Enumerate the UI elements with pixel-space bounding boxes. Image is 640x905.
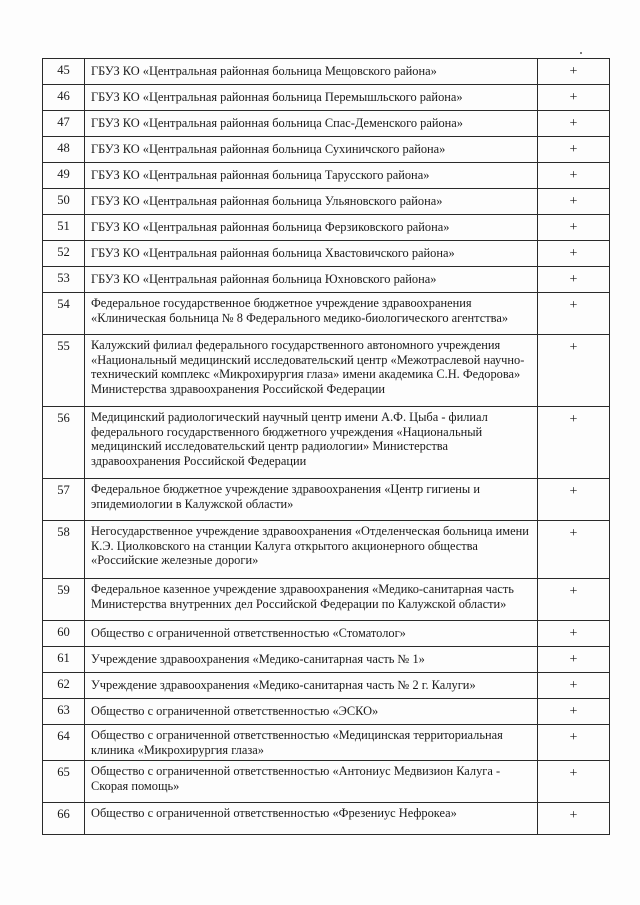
inclusion-mark: + [538,163,610,189]
inclusion-mark: + [538,479,610,521]
institution-name: Общество с ограниченной ответственностью «ЭСКО» [85,699,538,725]
table-row [43,803,610,835]
institution-name: Общество с ограниченной ответственностью «Медицинская территориальная клиника «Микрохирургия глаза» [85,725,538,761]
institution-name: Общество с ограниченной ответственностью «Стоматолог» [85,621,538,647]
institution-name: Калужский филиал федерального государственного автономного учреждения «Национальный медицинский исследовательский центр «Межотраслевой научно-технический комплекс «Микрохирургия глаза» имени академика С.Н. Федорова» Министерства здравоохранения Российской Федерации [85,335,538,407]
row-number: 56 [43,407,85,479]
inclusion-mark: + [538,189,610,215]
institutions-table [42,58,610,835]
inclusion-mark: + [538,59,610,85]
inclusion-mark: + [538,267,610,293]
row-number: 51 [43,215,85,241]
row-number: 53 [43,267,85,293]
table-row [43,267,610,293]
institution-name: ГБУЗ КО «Центральная районная больница Тарусского района» [85,163,538,189]
institution-name: ГБУЗ КО «Центральная районная больница Спас-Деменского района» [85,111,538,137]
institution-name: Учреждение здравоохранения «Медико-санитарная часть № 2 г. Калуги» [85,673,538,699]
row-number: 58 [43,521,85,579]
row-number: 52 [43,241,85,267]
row-number: 57 [43,479,85,521]
table-row [43,59,610,85]
table-row [43,699,610,725]
table-row [43,241,610,267]
row-number: 48 [43,137,85,163]
inclusion-mark: + [538,137,610,163]
row-number: 63 [43,699,85,725]
institution-name: ГБУЗ КО «Центральная районная больница Юхновского района» [85,267,538,293]
table-row [43,761,610,803]
institution-name: ГБУЗ КО «Центральная районная больница Ульяновского района» [85,189,538,215]
institution-name: Учреждение здравоохранения «Медико-санитарная часть № 1» [85,647,538,673]
institution-name: ГБУЗ КО «Центральная районная больница Сухиничского района» [85,137,538,163]
inclusion-mark: + [538,241,610,267]
institution-name: ГБУЗ КО «Центральная районная больница Перемышльского района» [85,85,538,111]
table-row [43,111,610,137]
institution-name: Общество с ограниченной ответственностью «Фрезениус Нефрокеа» [85,803,538,835]
institution-name: Медицинский радиологический научный центр имени А.Ф. Цыба - филиал федерального государственного бюджетного учреждения «Национальный медицинский исследовательский центр радиологии» Министерства здравоохранения Российской Федерации [85,407,538,479]
row-number: 46 [43,85,85,111]
institution-name: Федеральное бюджетное учреждение здравоохранения «Центр гигиены и эпидемиологии в Калужской области» [85,479,538,521]
inclusion-mark: + [538,85,610,111]
row-number: 60 [43,621,85,647]
table-row [43,521,610,579]
table-row [43,335,610,407]
table-row [43,137,610,163]
table-row [43,189,610,215]
inclusion-mark: + [538,803,610,835]
row-number: 45 [43,59,85,85]
institution-name: Федеральное казенное учреждение здравоохранения «Медико-санитарная часть Министерства внутренних дел Российской Федерации по Калужской области» [85,579,538,621]
row-number: 50 [43,189,85,215]
inclusion-mark: + [538,761,610,803]
table-row [43,293,610,335]
row-number: 59 [43,579,85,621]
table-row [43,579,610,621]
inclusion-mark: + [538,579,610,621]
inclusion-mark: + [538,673,610,699]
inclusion-mark: + [538,293,610,335]
inclusion-mark: + [538,621,610,647]
inclusion-mark: + [538,647,610,673]
inclusion-mark: + [538,407,610,479]
table-row [43,621,610,647]
inclusion-mark: + [538,725,610,761]
institution-name: Негосударственное учреждение здравоохранения «Отделенческая больница имени К.Э. Циолковского на станции Калуга открытого акционерного общества «Российские железные дороги» [85,521,538,579]
scan-speck [580,52,582,54]
institution-name: Общество с ограниченной ответственностью «Антониус Медвизион Калуга - Скорая помощь» [85,761,538,803]
table-row [43,215,610,241]
row-number: 54 [43,293,85,335]
table-row [43,407,610,479]
institutions-table-body [43,59,610,835]
institution-name: ГБУЗ КО «Центральная районная больница Хвастовичского района» [85,241,538,267]
row-number: 66 [43,803,85,835]
row-number: 55 [43,335,85,407]
row-number: 49 [43,163,85,189]
row-number: 62 [43,673,85,699]
institution-name: Федеральное государственное бюджетное учреждение здравоохранения «Клиническая больница № 8 Федерального медико-биологического агентства» [85,293,538,335]
row-number: 64 [43,725,85,761]
inclusion-mark: + [538,521,610,579]
row-number: 65 [43,761,85,803]
inclusion-mark: + [538,111,610,137]
inclusion-mark: + [538,215,610,241]
row-number: 61 [43,647,85,673]
institution-name: ГБУЗ КО «Центральная районная больница Ферзиковского района» [85,215,538,241]
table-row [43,479,610,521]
table-row [43,725,610,761]
table-row [43,163,610,189]
institution-name: ГБУЗ КО «Центральная районная больница Мещовского района» [85,59,538,85]
inclusion-mark: + [538,335,610,407]
table-row [43,85,610,111]
row-number: 47 [43,111,85,137]
inclusion-mark: + [538,699,610,725]
table-row [43,647,610,673]
table-row [43,673,610,699]
